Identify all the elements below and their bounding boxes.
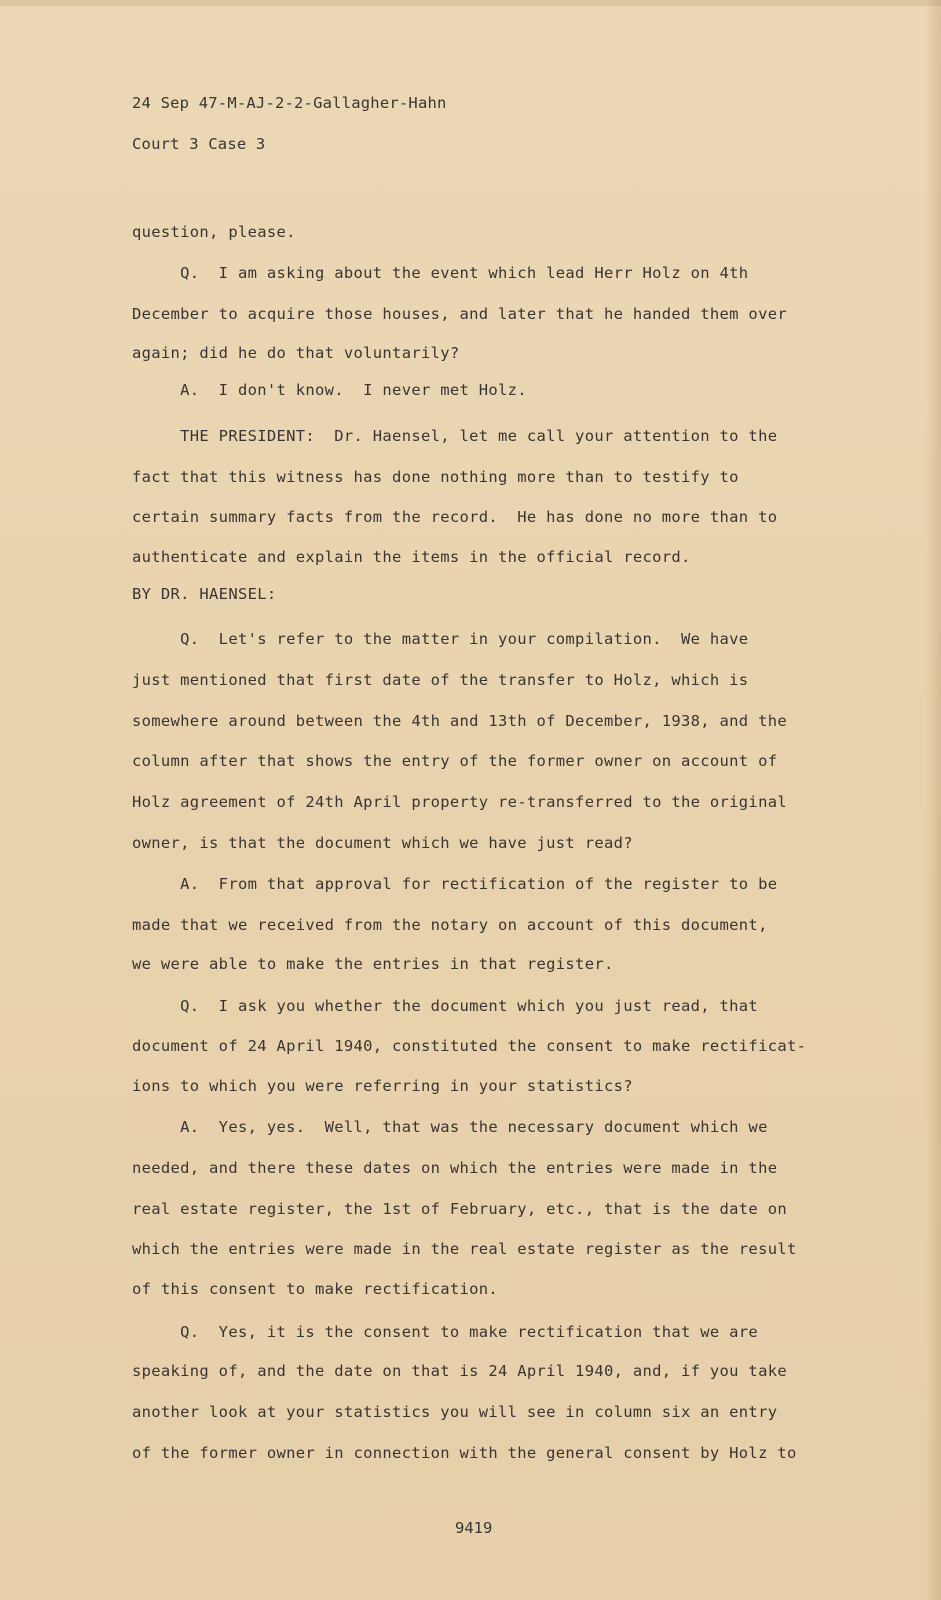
transcript-line: needed, and there these dates on which the entries were made in the [132,1159,778,1177]
header-reference: 24 Sep 47-M-AJ-2-2-Gallagher-Hahn [132,94,447,112]
transcript-line: A. From that approval for rectification of the register to be [132,875,778,893]
transcript-line: again; did he do that voluntarily? [132,344,460,362]
transcript-line: A. Yes, yes. Well, that was the necessary document which we [132,1118,768,1136]
page-top-edge [0,0,941,6]
transcript-line: column after that shows the entry of the former owner on account of [132,752,778,770]
transcript-line: of this consent to make rectification. [132,1280,499,1298]
transcript-line: certain summary facts from the record. He has done no more than to [132,508,778,526]
header-court: Court 3 Case 3 [132,135,266,153]
transcript-line: speaking of, and the date on that is 24 April 1940, and, if you take [132,1362,787,1380]
transcript-line: THE PRESIDENT: Dr. Haensel, let me call your attention to the [132,427,778,445]
transcript-line: document of 24 April 1940, constituted the consent to make rectificat- [132,1037,807,1055]
transcript-line: fact that this witness has done nothing more than to testify to [132,468,739,486]
transcript-line: BY DR. HAENSEL: [132,585,277,603]
transcript-line: which the entries were made in the real estate register as the result [132,1240,797,1258]
transcript-line: Q. Yes, it is the consent to make rectification that we are [132,1323,759,1341]
transcript-line: Holz agreement of 24th April property re-transferred to the original [132,793,787,811]
transcript-line: Q. Let's refer to the matter in your compilation. We have [132,630,749,648]
transcript-line: ions to which you were referring in your statistics? [132,1077,633,1095]
transcript-line: real estate register, the 1st of February, etc., that is the date on [132,1200,787,1218]
transcript-line: December to acquire those houses, and later that he handed them over [132,305,787,323]
transcript-line: made that we received from the notary on account of this document, [132,916,768,934]
transcript-line: question, please. [132,223,296,241]
page-right-edge [925,0,941,1600]
transcript-line: just mentioned that first date of the transfer to Holz, which is [132,671,749,689]
transcript-line: Q. I am asking about the event which lead Herr Holz on 4th [132,264,749,282]
transcript-line: A. I don't know. I never met Holz. [132,381,527,399]
transcript-line: somewhere around between the 4th and 13th of December, 1938, and the [132,712,787,730]
transcript-line: Q. I ask you whether the document which you just read, that [132,997,759,1015]
page-number: 9419 [455,1519,493,1537]
transcript-line: authenticate and explain the items in the official record. [132,548,691,566]
transcript-line: owner, is that the document which we have just read? [132,834,633,852]
transcript-line: of the former owner in connection with the general consent by Holz to [132,1444,797,1462]
transcript-line: another look at your statistics you will see in column six an entry [132,1403,778,1421]
transcript-line: we were able to make the entries in that register. [132,955,614,973]
